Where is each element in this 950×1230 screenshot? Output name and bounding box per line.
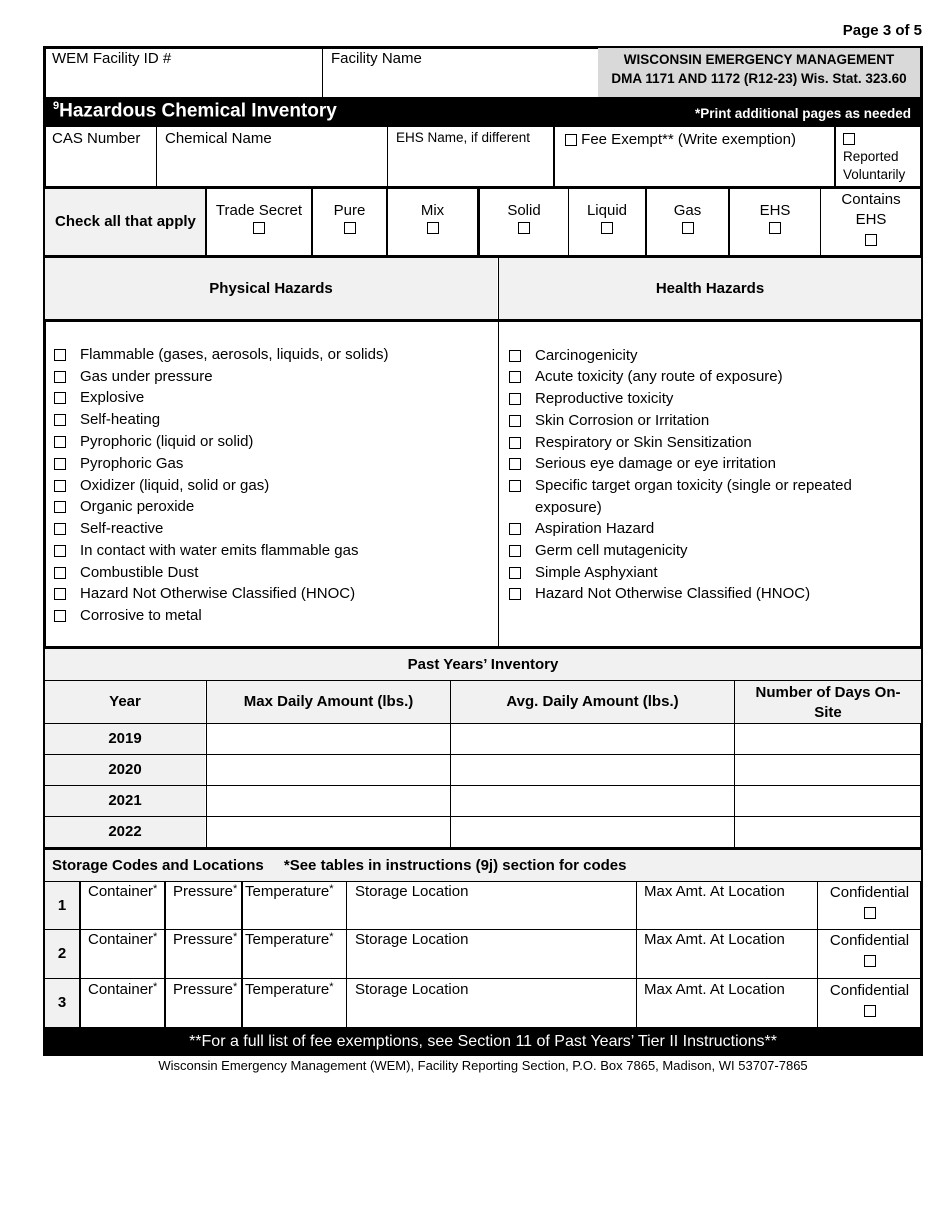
reported-label-2: Voluntarily — [843, 167, 906, 182]
physical-hazard-checkbox[interactable] — [54, 567, 66, 579]
facility-id-field[interactable] — [52, 50, 320, 94]
storage-location-field[interactable]: Storage Location — [355, 883, 469, 900]
facility-name-label: Facility Name — [331, 50, 422, 67]
reported-voluntarily-checkbox[interactable] — [843, 133, 855, 145]
temperature-field[interactable]: Temperature* — [245, 931, 334, 948]
physical-hazard-checkbox[interactable] — [54, 458, 66, 470]
container-field[interactable]: Container* — [88, 981, 158, 998]
year-cell: 2020 — [45, 755, 205, 785]
mix-label: Mix — [420, 202, 445, 219]
health-hazard-checkbox[interactable] — [509, 480, 521, 492]
physical-hazard-checkbox[interactable] — [54, 414, 66, 426]
mix-checkbox[interactable] — [427, 222, 439, 234]
pressure-field[interactable]: Pressure* — [173, 883, 238, 900]
gas-checkbox[interactable] — [682, 222, 694, 234]
col-year-header: Year — [45, 681, 205, 723]
facility-name-field[interactable] — [331, 50, 593, 94]
trade-secret-label: Trade Secret — [215, 202, 303, 219]
physical-hazard-checkbox[interactable] — [54, 501, 66, 513]
fee-exempt-checkbox[interactable] — [565, 134, 577, 146]
liquid-checkbox[interactable] — [601, 222, 613, 234]
agency-line-1: WISCONSIN EMERGENCY MANAGEMENT — [623, 52, 895, 67]
health-hazard-checkbox[interactable] — [509, 523, 521, 535]
confidential-field[interactable]: Confidential — [818, 931, 921, 971]
ehs-checkbox[interactable] — [769, 222, 781, 234]
health-hazard-checkbox[interactable] — [509, 437, 521, 449]
solid-label: Solid — [507, 202, 541, 219]
health-hazard-checkbox[interactable] — [509, 458, 521, 470]
physical-hazards-header: Physical Hazards — [45, 258, 497, 319]
solid-checkbox[interactable] — [518, 222, 530, 234]
max-amount-field[interactable]: Max Amt. At Location — [644, 883, 785, 900]
agency-line-2: DMA 1171 AND 1172 (R12-23) Wis. Stat. 323.60 — [611, 71, 907, 86]
print-note: *Print additional pages as needed — [694, 106, 911, 121]
storage-row-number: 3 — [45, 979, 79, 1027]
physical-hazard-checkbox[interactable] — [54, 371, 66, 383]
contains-ehs-checkbox[interactable] — [865, 234, 877, 246]
pressure-field[interactable]: Pressure* — [173, 981, 238, 998]
section-title: Hazardous Chemical Inventory — [59, 100, 337, 122]
confidential-checkbox[interactable] — [864, 955, 876, 967]
fee-exemption-footer: **For a full list of fee exemptions, see Section 11 of Past Years’ Tier II Instructions** — [43, 1027, 923, 1056]
check-trade-secret[interactable] — [207, 190, 311, 254]
storage-location-field[interactable]: Storage Location — [355, 981, 469, 998]
pressure-field[interactable]: Pressure* — [173, 931, 238, 948]
col-days-header: Number of Days On- Site — [735, 681, 921, 723]
chemical-name-field[interactable] — [165, 130, 383, 184]
container-field[interactable]: Container* — [88, 931, 158, 948]
cas-number-label: CAS Number — [52, 130, 141, 147]
physical-hazard-checkbox[interactable] — [54, 610, 66, 622]
health-hazards-header: Health Hazards — [499, 258, 921, 319]
fee-exempt-field[interactable] — [565, 131, 830, 185]
section-number: 9 — [53, 100, 60, 112]
check-all-label: Check all that apply — [45, 189, 205, 255]
gas-label: Gas — [673, 202, 702, 219]
physical-hazard-checkbox[interactable] — [54, 588, 66, 600]
reported-label-1: Reported — [843, 149, 899, 164]
year-cell: 2019 — [45, 724, 205, 754]
health-hazard-checkbox[interactable] — [509, 393, 521, 405]
check-liquid[interactable] — [569, 190, 645, 254]
col-max-header: Max Daily Amount (lbs.) — [207, 681, 450, 723]
col-avg-header: Avg. Daily Amount (lbs.) — [451, 681, 734, 723]
physical-hazard-checkbox[interactable] — [54, 523, 66, 535]
storage-row-number: 2 — [45, 930, 79, 978]
past-inventory-title: Past Years’ Inventory — [45, 649, 921, 680]
check-gas[interactable] — [647, 190, 728, 254]
confidential-field[interactable]: Confidential — [818, 883, 921, 923]
storage-note: *See tables in instructions (9j) section for codes — [283, 857, 627, 874]
health-hazard-checkbox[interactable] — [509, 588, 521, 600]
section-title-bar — [43, 97, 923, 127]
check-ehs[interactable] — [730, 190, 820, 254]
check-contains-ehs[interactable] — [821, 190, 921, 254]
footer-address: Wisconsin Emergency Management (WEM), Facility Reporting Section, P.O. Box 7865, Madison, WI 53707-7865 — [158, 1058, 808, 1073]
physical-hazard-checkbox[interactable] — [54, 392, 66, 404]
pure-checkbox[interactable] — [344, 222, 356, 234]
trade-secret-checkbox[interactable] — [253, 222, 265, 234]
year-cell: 2021 — [45, 786, 205, 816]
check-mix[interactable] — [388, 190, 477, 254]
reported-voluntarily-field — [843, 130, 921, 186]
ehs-name-label: EHS Name, if different — [396, 130, 531, 145]
container-field[interactable]: Container* — [88, 883, 158, 900]
physical-hazard-checkbox[interactable] — [54, 480, 66, 492]
confidential-field[interactable]: Confidential — [818, 981, 921, 1021]
physical-hazard-checkbox[interactable] — [54, 349, 66, 361]
max-amount-field[interactable]: Max Amt. At Location — [644, 931, 785, 948]
health-hazard-checkbox[interactable] — [509, 371, 521, 383]
year-cell: 2022 — [45, 817, 205, 847]
check-pure[interactable] — [313, 190, 386, 254]
storage-title-bar — [45, 850, 921, 881]
temperature-field[interactable]: Temperature* — [245, 883, 334, 900]
liquid-label: Liquid — [586, 202, 628, 219]
health-hazard-checkbox[interactable] — [509, 567, 521, 579]
health-hazard-checkbox[interactable] — [509, 415, 521, 427]
contains-ehs-label-1: Contains — [841, 191, 901, 208]
pure-label: Pure — [333, 202, 366, 219]
max-amount-field[interactable]: Max Amt. At Location — [644, 981, 785, 998]
confidential-checkbox[interactable] — [864, 1005, 876, 1017]
physical-hazard-checkbox[interactable] — [54, 545, 66, 557]
chemical-name-label: Chemical Name — [165, 130, 272, 147]
ehs-name-field[interactable] — [396, 130, 551, 184]
check-solid[interactable] — [480, 190, 568, 254]
page-number: Page 3 of 5 — [842, 22, 922, 39]
agency-header — [598, 48, 920, 97]
temperature-field[interactable]: Temperature* — [245, 981, 334, 998]
health-hazard-checkbox[interactable] — [509, 545, 521, 557]
facility-id-label: WEM Facility ID # — [52, 50, 172, 67]
confidential-checkbox[interactable] — [864, 907, 876, 919]
storage-location-field[interactable]: Storage Location — [355, 931, 469, 948]
physical-hazard-checkbox[interactable] — [54, 436, 66, 448]
ehs-label: EHS — [759, 202, 791, 219]
fee-exempt-label: Fee Exempt** (Write exemption) — [581, 131, 796, 148]
cas-number-field[interactable] — [52, 130, 152, 184]
storage-row-number: 1 — [45, 882, 79, 929]
contains-ehs-label-2: EHS — [855, 211, 887, 228]
health-hazard-checkbox[interactable] — [509, 350, 521, 362]
storage-title: Storage Codes and Locations — [52, 857, 264, 874]
